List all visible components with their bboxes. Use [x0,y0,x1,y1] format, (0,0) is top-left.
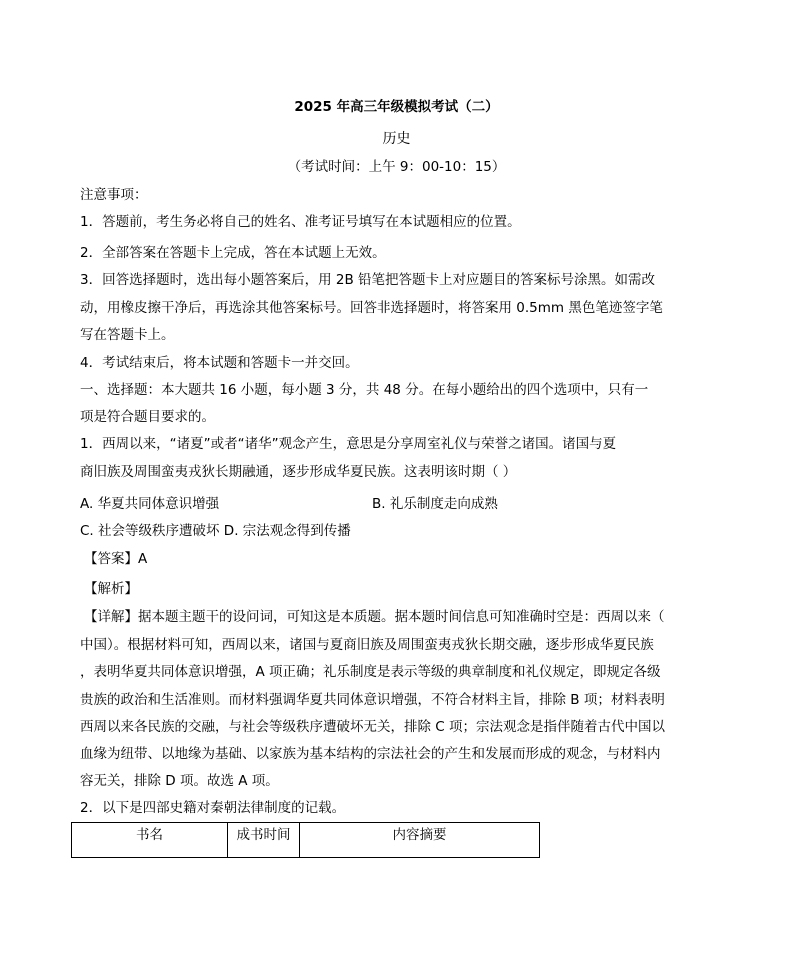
option-b: B. 礼乐制度走向成熟 [372,496,498,512]
notice-item: 写在答题卡上。 [80,327,175,343]
analysis-line: 血缘为纽带、以地缘为基础、以家族为基本结构的宗法社会的产生和发展而形成的观念，与材料内 [80,746,661,762]
notice-item: 2．全部答案在答题卡上完成，答在本试题上无效。 [80,245,386,261]
notice-heading: 注意事项： [80,187,148,203]
question-2-stem: 2．以下是四部史籍对秦朝法律制度的记载。 [80,800,346,816]
analysis-line: 【详解】据本题主题干的设问词，可知这是本质题。据本题时间信息可知准确时空是：西周以来（ [84,609,665,625]
section-intro: 一、选择题：本大题共 16 小题，每小题 3 分，共 48 分。在每小题给出的四个选项中，只有一 [80,382,649,398]
table-header-cell: 书名 [72,823,228,858]
table-header-cell: 内容摘要 [300,823,540,858]
exam-time: （考试时间：上午 9：00-10：15） [287,159,506,175]
notice-item: 4．考试结束后，将本试题和答题卡一并交回。 [80,355,359,371]
option-a: A. 华夏共同体意识增强 [80,496,220,512]
answer: 【答案】A [84,551,148,567]
section-intro: 项是符合题目要求的。 [80,409,215,425]
notice-item: 3．回答选择题时，选出每小题答案后，用 2B 铅笔把答题卡上对应题目的答案标号涂黑。如需改 [80,272,656,288]
question-1-stem: 商旧族及周围蛮夷戎狄长期融通，逐步形成华夏民族。这表明该时期（ ） [80,464,517,480]
analysis-label: 【解析】 [84,581,138,597]
table-header-cell: 成书时间 [228,823,300,858]
notice-item: 动，用橡皮擦干净后，再选涂其他答案标号。回答非选择题时，将答案用 0.5mm 黑色笔迹签字笔 [80,300,663,316]
analysis-line: ，表明华夏共同体意识增强，A 项正确；礼乐制度是表示等级的典章制度和礼仪规定，即规定各级 [80,664,661,680]
exam-title: 2025 年高三年级模拟考试（二） [294,99,499,115]
subject-title: 历史 [382,131,411,147]
analysis-line: 西周以来各民族的交融，与社会等级秩序遭破坏无关，排除 C 项；宗法观念是指伴随着古代中国以 [80,719,666,735]
notice-item: 1．答题前，考生务必将自己的姓名、准考证号填写在本试题相应的位置。 [80,214,521,230]
table-header-row [72,823,540,858]
analysis-line: 中国）。根据材料可知，西周以来，诸国与夏商旧族及周围蛮夷戎狄长期交融，逐步形成华夏民族 [80,637,654,653]
option-c-d: C. 社会等级秩序遭破坏 D. 宗法观念得到传播 [80,523,351,539]
analysis-line: 贵族的政治和生活准则。而材料强调华夏共同体意识增强，不符合材料主旨，排除 B 项；材料表明 [80,692,665,708]
records-table [71,822,540,858]
question-1-stem: 1．西周以来，“诸夏”或者“诸华”观念产生，意思是分享周室礼仪与荣誉之诸国。诸国与夏 [80,436,617,452]
analysis-line: 容无关，排除 D 项。故选 A 项。 [80,773,279,789]
